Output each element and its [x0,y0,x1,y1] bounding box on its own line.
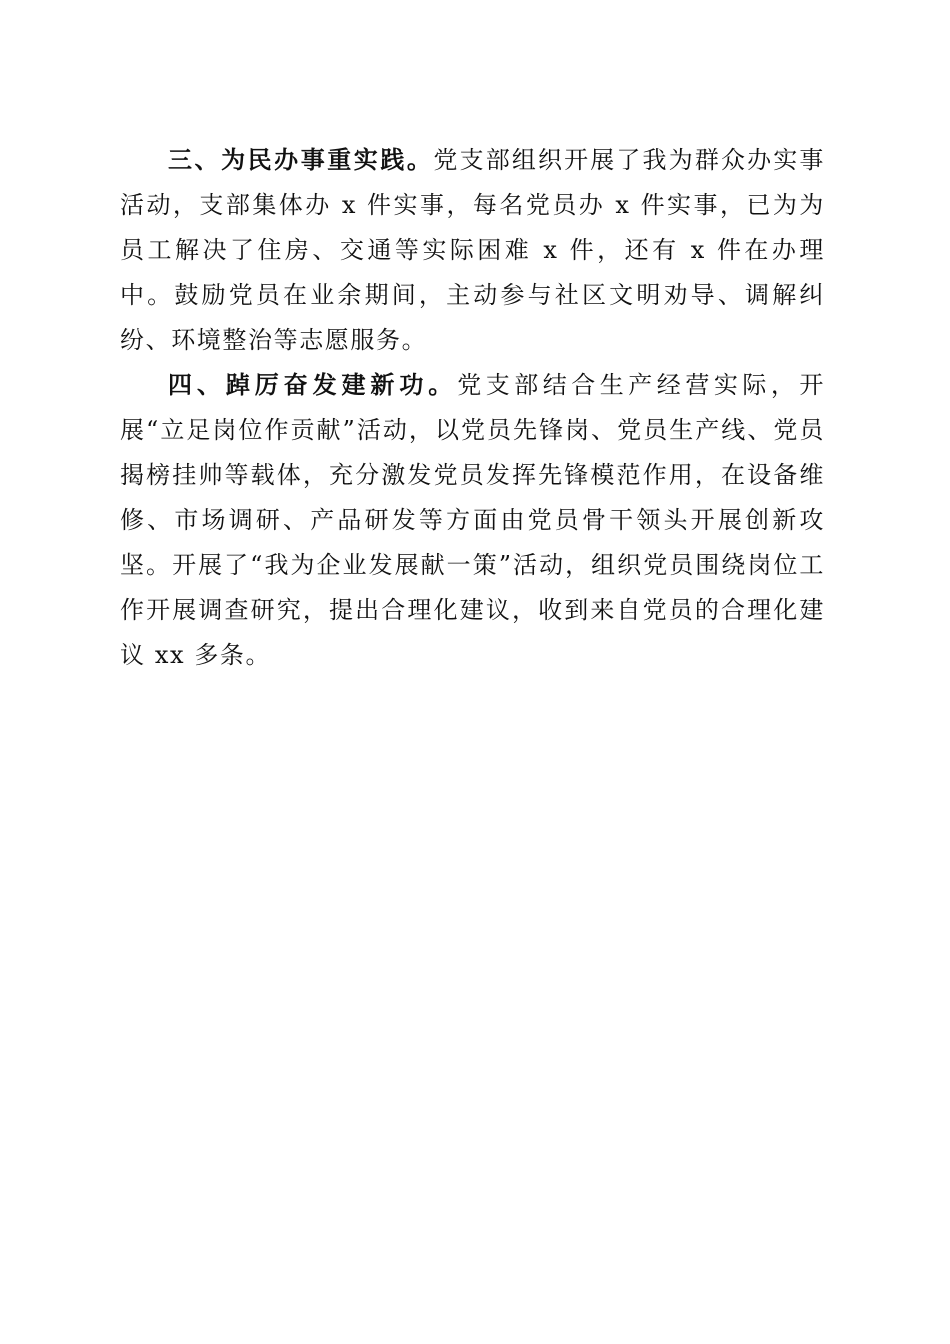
paragraph-4-text: 党支部结合生产经营实际，开展“立足岗位作贡献”活动，以党员先锋岗、党员生产线、党员揭榜挂帅等载体，充分激发党员发挥先锋模范作用，在设备维修、市场调研、产品研发等方面由党员骨干领头开展创新攻坚。开展了“我为企业发展献一策”活动，组织党员围绕岗位工作开展调查研究，提出合理化建议，收到来自党员的合理化建议 xx 多条。 [120,371,825,669]
paragraph-3-text: 党支部组织开展了我为群众办实事活动，支部集体办 x 件实事，每名党员办 x 件实事，已为为员工解决了住房、交通等实际困难 x 件，还有 x 件在办理中。鼓励党员在业余期间，主动参与社区文明劝导、调解纠纷、环境整治等志愿服务。 [120,146,826,354]
paragraph-3-heading: 三、为民办事重实践。 [168,146,434,174]
paragraph-4 [120,363,825,678]
paragraph-3 [120,138,825,363]
document-body [120,138,825,678]
paragraph-4-heading: 四、踔厉奋发建新功。 [168,371,458,399]
